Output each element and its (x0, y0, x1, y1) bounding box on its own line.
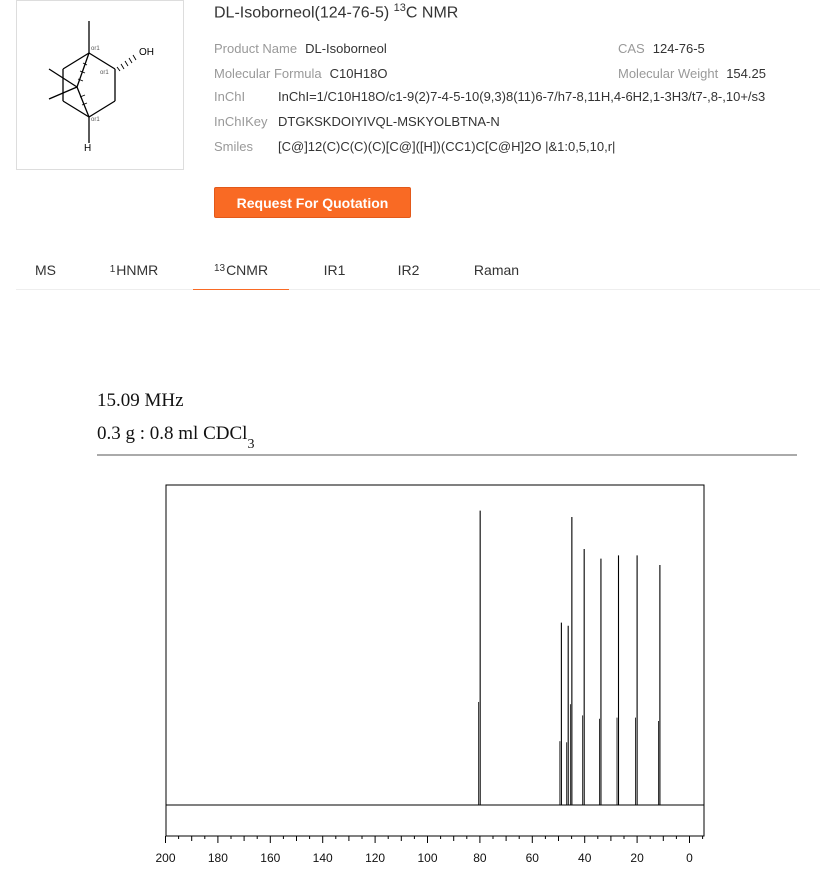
or1-label: or1 (91, 46, 100, 52)
cas-label: CAS (618, 41, 645, 56)
title-compound: DL-Isoborneol(124-76-5) (214, 4, 390, 22)
or1-label: or1 (100, 70, 109, 76)
tab-label: MS (35, 262, 56, 278)
title-technique: C NMR (405, 4, 459, 22)
inchi-value: InChI=1/C10H18O/c1-9(2)7-4-5-10(9,3)8(11)6-7/h7-8,11H,4-6H2,1-3H3/t7-,8-,10+/s3 (278, 89, 766, 104)
x-tick-label: 180 (207, 851, 228, 865)
tab-label: Raman (473, 262, 520, 278)
cas-value: 124-76-5 (652, 41, 705, 56)
title-isotope: 13 (393, 2, 406, 14)
tab-label: HNMR (116, 262, 159, 278)
request-quotation-button[interactable]: Request For Quotation (214, 187, 411, 218)
inchikey-value: DTGKSKDOIYIVQL-MSKYOLBTNA-N (278, 114, 500, 129)
h-label: H (84, 143, 92, 154)
x-tick-label: 80 (473, 851, 487, 865)
tab-sup: 13 (213, 263, 226, 274)
tab-sup: 1 (109, 263, 116, 275)
oh-label: OH (139, 47, 154, 58)
x-tick-label: 200 (155, 851, 176, 865)
inchi-label: InChI (214, 89, 246, 104)
x-tick-label: 40 (578, 851, 592, 865)
sample-text: 0.3 g : 0.8 ml CDCl (97, 423, 248, 444)
plot-frame (166, 485, 704, 836)
x-tick-label: 120 (365, 851, 386, 865)
tab-label: CNMR (226, 261, 269, 278)
x-tick-label: 100 (417, 851, 438, 865)
sample-subscript: 3 (247, 436, 255, 452)
mw-label: Molecular Weight (618, 66, 719, 81)
or1-label: or1 (91, 117, 100, 123)
inchikey-label: InChIKey (214, 114, 268, 129)
x-tick-label: 0 (686, 851, 693, 865)
product-name-label: Product Name (214, 41, 298, 56)
smiles-label: Smiles (214, 139, 254, 154)
tab-label: IR2 (397, 262, 420, 278)
spectrometer-frequency: 15.09 MHz (97, 390, 184, 411)
smiles-value: [C@]12(C)C(C)(C)[C@]([H])(CC1)C[C@H]2O |&1:0,5,10,r| (278, 139, 616, 154)
tab-label: IR1 (323, 262, 346, 278)
product-name-value: DL-Isoborneol (305, 41, 387, 56)
x-tick-label: 140 (312, 851, 333, 865)
formula-label: Molecular Formula (214, 66, 322, 81)
mw-value: 154.25 (726, 66, 766, 81)
x-tick-label: 160 (260, 851, 281, 865)
x-tick-label: 20 (630, 851, 644, 865)
x-tick-label: 60 (525, 851, 539, 865)
formula-value: C10H18O (329, 66, 388, 81)
